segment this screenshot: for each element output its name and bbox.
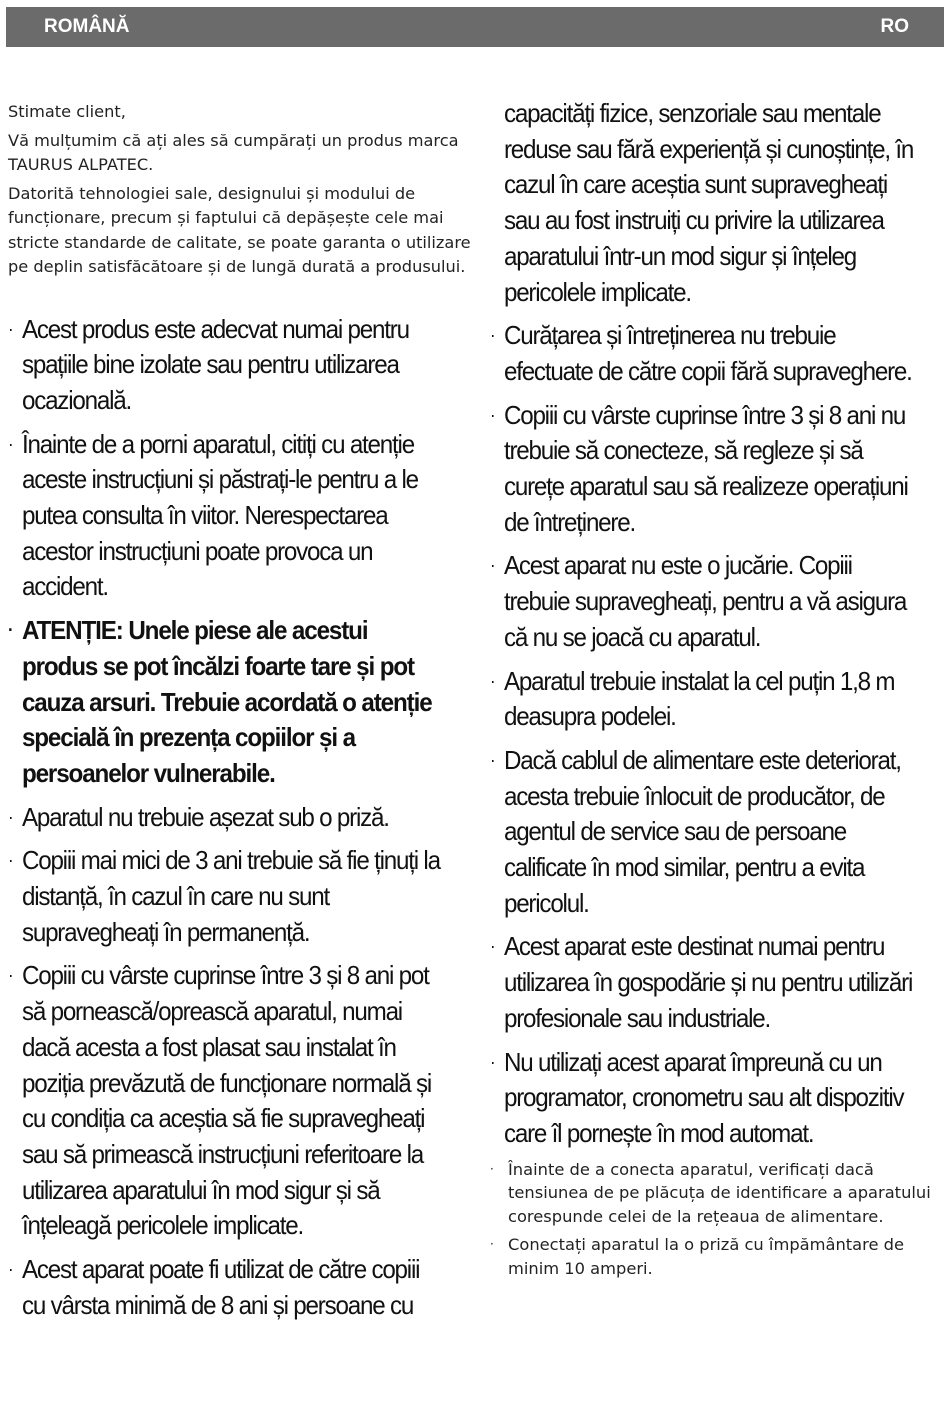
left-column xyxy=(8,100,478,1323)
safety-list-left xyxy=(8,312,445,1324)
bullet-icon: · xyxy=(8,806,13,827)
bullet-icon: · xyxy=(490,555,495,576)
bullet-icon: · xyxy=(8,318,13,339)
list-item: · Conectați aparatul la o priză cu împământare de minim 10 amperi. xyxy=(490,1234,905,1278)
header-language: ROMÂNĂ xyxy=(44,16,130,37)
bullet-icon: · xyxy=(8,433,13,454)
bullet-icon: · xyxy=(490,1236,494,1251)
bullet-icon: · xyxy=(8,1259,13,1280)
bullet-icon: · xyxy=(8,620,13,641)
safety-list-right xyxy=(490,96,914,1152)
list-item: · Aparatul trebuie instalat la cel puțin 1,8 m deasupra podelei. xyxy=(490,665,895,732)
list-item: · Copiii cu vârste cuprinse între 3 și 8 ani pot să pornească/oprească aparatul, numai dacă acesta a fost plasat sau instalat în poziția prevăzută de funcționare normală și cu condiția ca aceștia să fie supravegheați sau să primească instrucțiuni referitoare la utilizarea aparatului în mod sigur și să înțeleagă pericolele implicate. xyxy=(8,960,431,1241)
list-item: · Înainte de a conecta aparatul, verificați dacă tensiunea de pe plăcuța de identificare a aparatului corespunde celei de la rețeaua de alimentare. xyxy=(490,1159,931,1227)
bullet-icon: · xyxy=(8,965,13,986)
warning-item: · ATENȚIE: Unele piese ale acestui produs se pot încălzi foarte tare și pot cauza arsuri. Trebuie acordată o atenție specială în prezența copiilor și a persoanelor vulnerabile. xyxy=(8,615,432,788)
bullet-icon: · xyxy=(490,1051,495,1072)
list-item: · Înainte de a porni aparatul, citiți cu atenție aceste instrucțiuni și păstrați-le pentru a le putea consulta în viitor. Nerespectarea acestor instrucțiuni poate provoca un accident. xyxy=(8,428,418,602)
bullet-icon: · xyxy=(490,325,495,346)
list-item: · Acest aparat este destinat numai pentru utilizarea în gospodărie și nu pentru utilizări profesionale sau industriale. xyxy=(490,931,913,1033)
intro-paragraph: Datorită tehnologiei sale, designului și modului de funcționare, precum și faptului că depășește cele mai stricte standarde de calitate, se poate garanta o utilizare pe deplin satisfăcătoare și de lungă durată a produsului. xyxy=(8,183,471,276)
bullet-icon: · xyxy=(490,404,495,425)
list-item: · Curățarea și întreținerea nu trebuie efectuate de către copii fără supraveghere. xyxy=(490,320,912,386)
list-item: · Acest aparat poate fi utilizat de către copiii cu vârsta minimă de 8 ani și persoane cu xyxy=(8,1254,420,1320)
bullet-icon: · xyxy=(490,670,495,691)
list-item: · Aparatul nu trebuie așezat sub o priză. xyxy=(8,800,445,836)
list-item: · Copiii mai mici de 3 ani trebuie să fie ținuți la distanță, în cazul în care nu sunt supravegheați în permanență. xyxy=(8,845,440,947)
right-column xyxy=(490,96,946,1280)
bullet-icon: · xyxy=(490,936,495,957)
bullet-icon: · xyxy=(490,1161,494,1176)
list-item: · Acest aparat nu este o jucărie. Copiii trebuie supravegheați, pentru a vă asigura că nu se joacă cu aparatul. xyxy=(490,550,907,652)
greeting: Stimate client, xyxy=(8,102,126,121)
list-item: · Nu utilizați acest aparat împreună cu un programator, cronometru sau alt dispozitiv care îl pornește în mod automat. xyxy=(490,1046,904,1148)
list-item: · Dacă cablul de alimentare este deteriorat, acesta trebuie înlocuit de producător, de agentul de service sau de persoane calificate în mod similar, pentru a evita pericolul. xyxy=(490,744,901,918)
thanks-paragraph: Vă mulțumim că ați ales să cumpărați un produs marca TAURUS ALPATEC. xyxy=(8,130,459,174)
safety-list-small xyxy=(490,1158,946,1281)
intro-section xyxy=(8,100,478,280)
header-language-code: RO xyxy=(880,16,909,37)
list-item-continuation: capacități fizice, senzoriale sau mentale reduse sau fără experiență și cunoștințe, în cazul în care aceștia sunt supravegheați sau au fost instruiți cu privire la utilizarea aparatului într-un mod sigur și înțeleg pericolele implicate. xyxy=(503,98,914,307)
header-bar xyxy=(6,7,944,47)
bullet-icon: · xyxy=(490,749,495,770)
list-item: · Acest produs este adecvat numai pentru spațiile bine izolate sau pentru utilizarea ocazională. xyxy=(8,313,409,415)
bullet-icon: · xyxy=(8,850,13,871)
list-item: · Copiii cu vârste cuprinse între 3 și 8 ani nu trebuie să conecteze, să regleze și să curețe aparatul sau să realizeze operațiuni de întreținere. xyxy=(490,399,908,537)
